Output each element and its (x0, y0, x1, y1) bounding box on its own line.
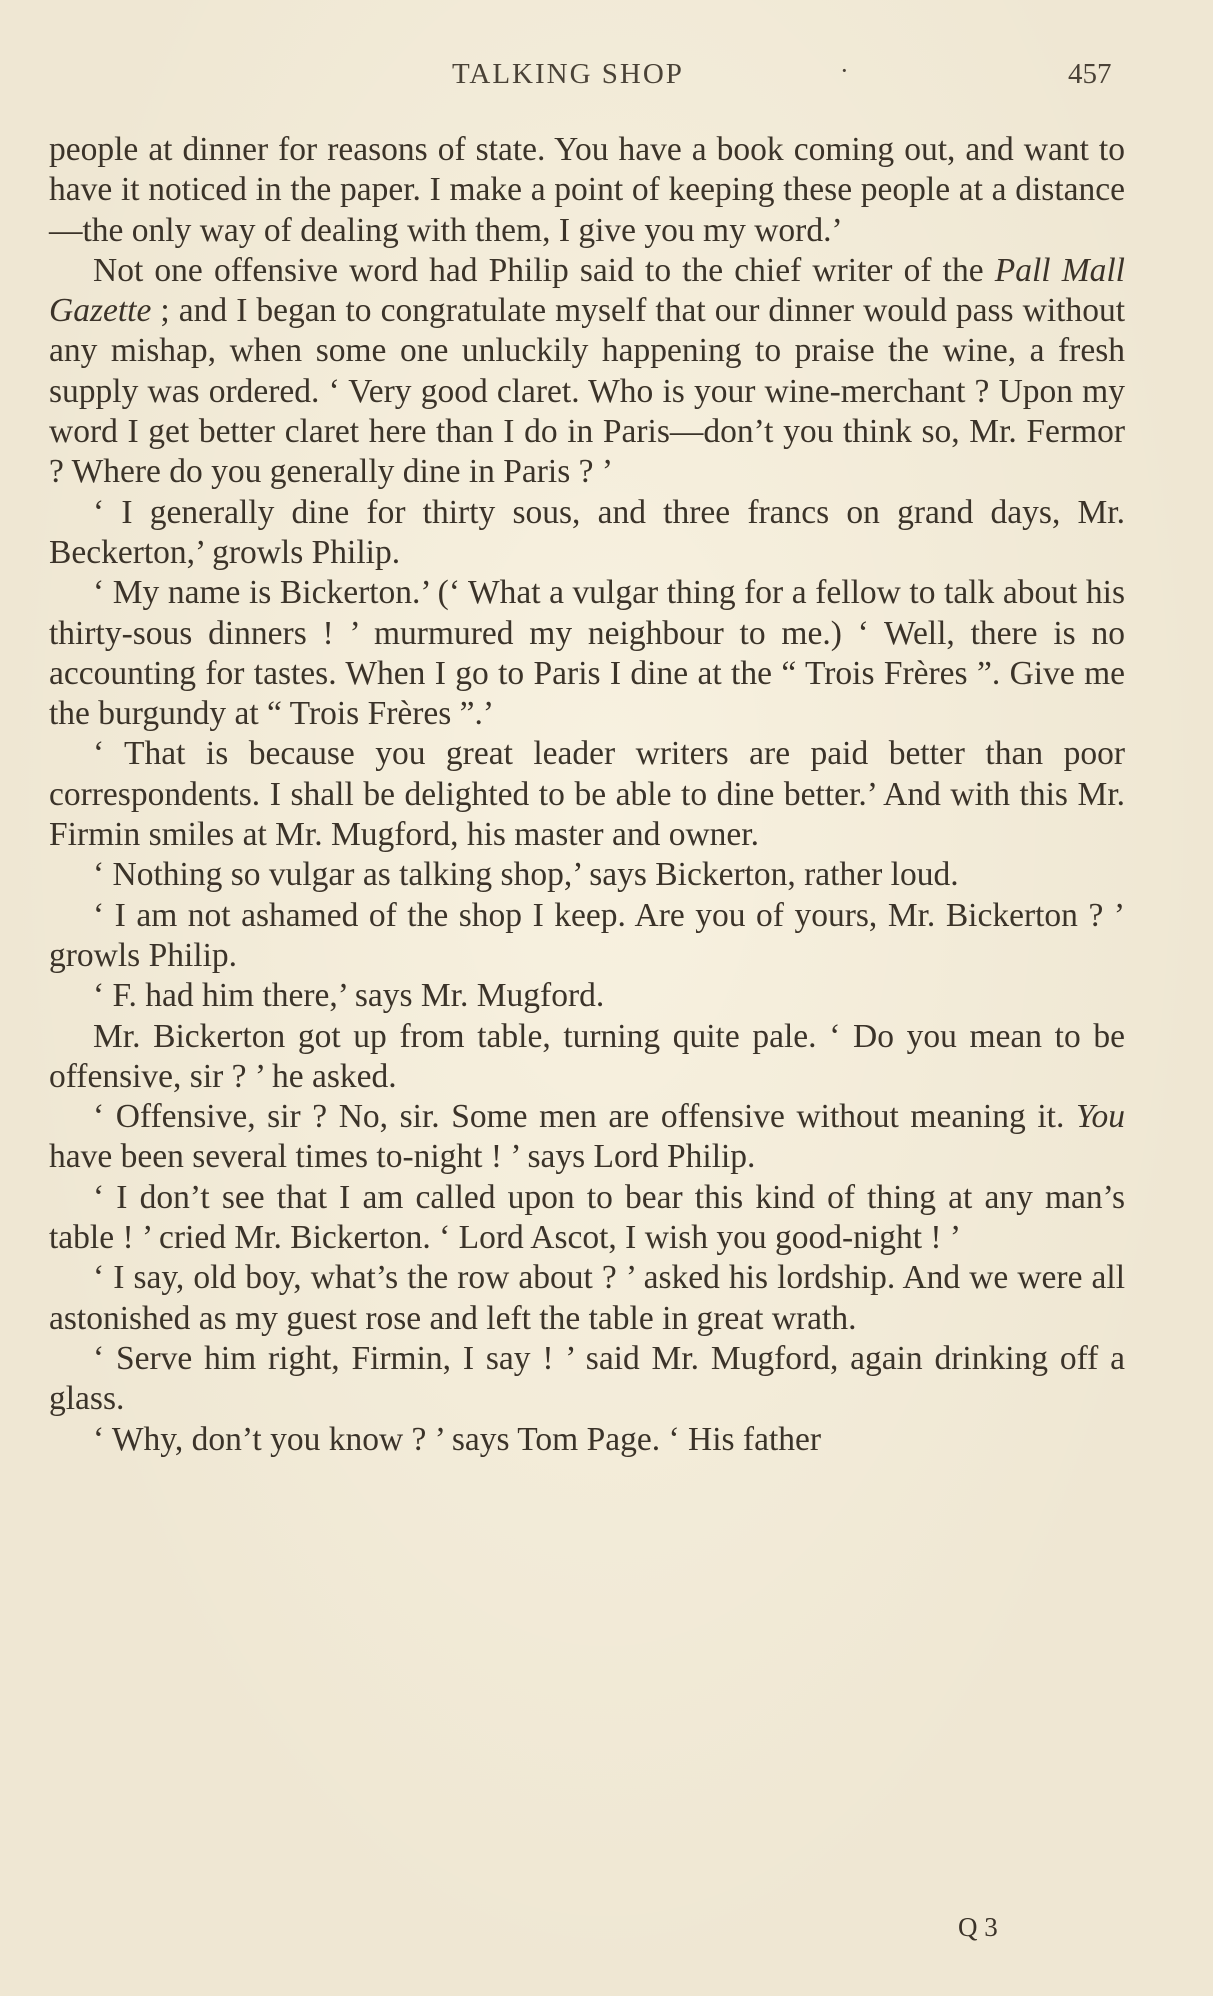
paragraph: ‘ My name is Bickerton.’ (‘ What a vulgar thing for a fellow to talk about his thirty-sous dinners ! ’ murmured my neighbour to me.) ‘ Well, there is no accounting for tastes. When I go to Paris I dine at the “ Trois Frères ”. Give me the burgundy at “ Trois Frères ”.’ (49, 574, 1125, 733)
paragraph-text: ; and I began to congratulate myself that our dinner would pass without any mishap, when some one unluckily happening to praise the wine, a fresh supply was ordered. ‘ Very good claret. Who is your wine-merchant ? Upon my word I get better claret here than I do in Paris—don’t you think so, Mr. Fermor ? Where do you generally dine in Paris ? ’ (49, 292, 1125, 491)
page-number: 457 (1068, 58, 1112, 90)
running-header (0, 50, 1213, 100)
paragraph-text: have been several times to-night ! ’ says Lord Philip. (49, 1138, 756, 1176)
body-text (49, 130, 1125, 1460)
italic-title: Pall Mall Gazette (49, 251, 1125, 330)
paragraph: Mr. Bickerton got up from table, turning quite pale. ‘ Do you mean to be offensive, sir ? ’ he asked. (49, 1017, 1125, 1095)
paragraph: ‘ I don’t see that I am called upon to bear this kind of thing at any man’s table ! ’ cried Mr. Bickerton. ‘ Lord Ascot, I wish you good-night ! ’ (49, 1178, 1125, 1257)
paragraph: ‘ I am not ashamed of the shop I keep. Are you of yours, Mr. Bickerton ? ’ growls Philip. (49, 896, 1125, 974)
paragraph-text: ‘ Offensive, sir ? No, sir. Some men are offensive without meaning it. (93, 1098, 1076, 1136)
paragraph: ‘ I generally dine for thirty sous, and three francs on grand days, Mr. Beckerton,’ growls Philip. (49, 493, 1125, 571)
paragraph: ‘ Serve him right, Firmin, I say ! ’ said Mr. Mugford, again drinking off a glass. (49, 1339, 1125, 1418)
paragraph: ‘ F. had him there,’ says Mr. Mugford. (93, 977, 605, 1015)
paragraph: ‘ Nothing so vulgar as talking shop,’ says Bickerton, rather loud. (93, 856, 959, 894)
paragraph (49, 1097, 1125, 1178)
paragraph (49, 251, 1125, 493)
paragraph: ‘ Why, don’t you know ? ’ says Tom Page. ‘ His father (93, 1420, 822, 1458)
header-separator: · (840, 56, 849, 85)
italic-word: You (1075, 1098, 1125, 1136)
paragraph: ‘ I say, old boy, what’s the row about ? ’ asked his lordship. And we were all astonished as my guest rose and left the table in great wrath. (49, 1259, 1125, 1337)
running-title: TALKING SHOP (452, 58, 684, 90)
paragraph: people at dinner for reasons of state. You have a book coming out, and want to have it noticed in the paper. I make a point of keeping these people at a distance—the only way of dealing with them, I give you my word.’ (49, 131, 1125, 249)
paragraph-text: Not one offensive word had Philip said to the chief writer of the (93, 251, 995, 289)
signature-mark: Q 3 (958, 1912, 998, 1942)
paragraph: ‘ That is because you great leader writers are paid better than poor correspondents. I shall be delighted to be able to dine better.’ And with this Mr. Firmin smiles at Mr. Mugford, his master and owner. (49, 735, 1125, 854)
